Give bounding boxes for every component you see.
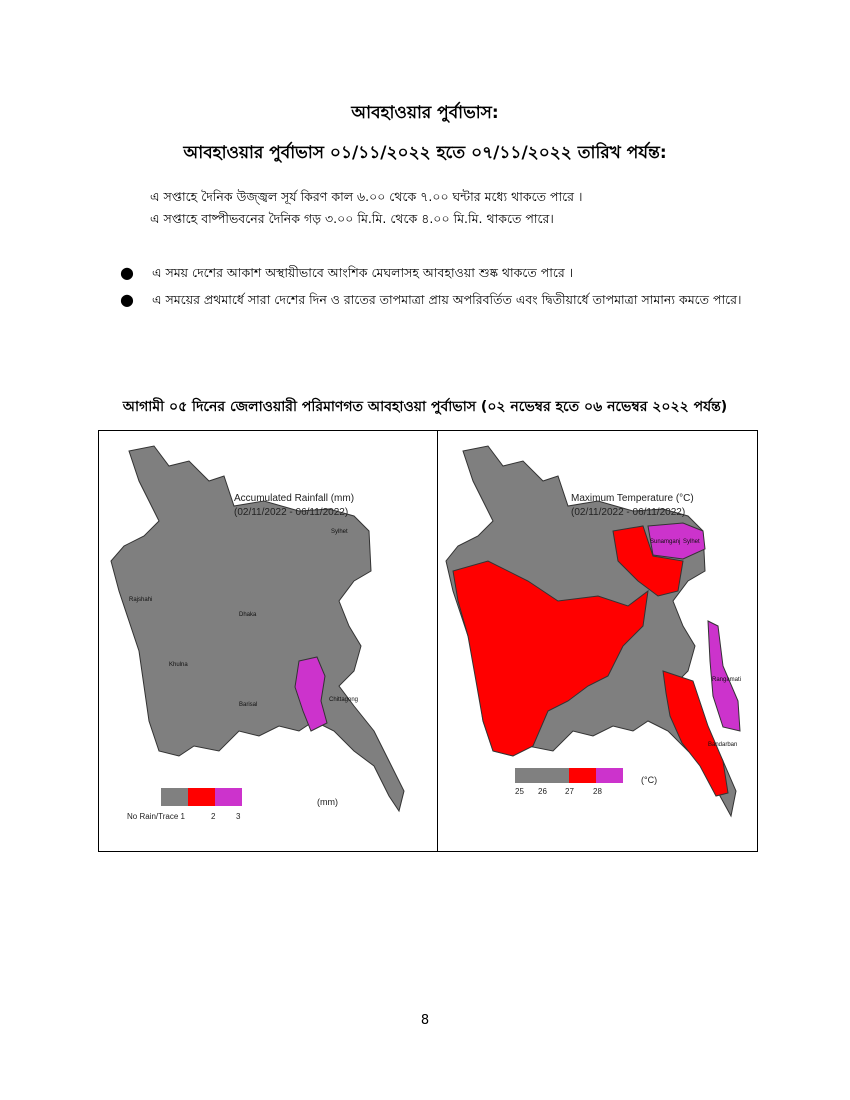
region-label: Sylhet [683,539,700,545]
temperature-hot-region-hilltracts [708,621,740,731]
legend-label: 25 [515,787,524,796]
page-number: 8 [420,1013,430,1028]
sunshine-paragraph: এ সপ্তাহে দৈনিক উজ্জ্বল সূর্য কিরণ কাল ৬.০০ থেকে ৭.০০ ঘন্টার মধ্যে থাকতে পারে । [150,189,583,204]
legend-swatch [215,788,242,806]
evaporation-paragraph: এ সপ্তাহে বাষ্পীভবনের দৈনিক গড় ৩.০০ মি.মি. থেকে ৪.০০ মি.মি. থাকতে পারে। [150,211,554,226]
bullet-text: এ সময়ের প্রথমার্ধে সারা দেশের দিন ও রাতের তাপমাত্রা প্রায় অপরিবর্তিত এবং দ্বিতীয়ার্ধে তাপমাত্রা সামান্য কমতে পারে। [152,292,742,307]
legend-label: 27 [565,787,574,796]
legend-unit: (mm) [317,797,338,807]
legend-swatch [161,788,188,806]
region-label: Rangamati [712,677,742,683]
legend-swatch [542,768,569,783]
temperature-map-dates: (02/11/2022 - 06/11/2022) [571,507,686,518]
region-label: Rajshahi [129,597,153,603]
rainfall-map-dates: (02/11/2022 - 06/11/2022) [234,507,349,518]
temperature-map [438,431,757,851]
legend-label: 2 [211,812,216,821]
legend-swatch [596,768,623,783]
legend-swatch [515,768,542,783]
rainfall-map [99,431,437,851]
legend-label: No Rain/Trace 1 [127,812,185,821]
legend-unit: (°C) [641,775,658,785]
section-title: আগামী ০৫ দিনের জেলাওয়ারী পরিমাণগত আবহাওয়া পুর্বাভাস (০২ নভেম্বর হতে ০৬ নভেম্বর ২০২২ পর্যন্ত) [122,399,728,415]
legend-label: 26 [538,787,547,796]
temperature-map-title: Maximum Temperature (°C) [571,493,694,504]
region-label: Barisal [239,702,258,708]
forecast-period-heading: আবহাওয়ার পুর্বাভাস ০১/১১/২০২২ হতে ০৭/১১/২০২২ তারিখ পর্যন্ত: [183,143,667,163]
region-label: Bandarban [708,742,738,748]
legend-swatch [188,788,215,806]
maps-container [98,430,758,852]
bullet-text: এ সময় দেশের আকাশ অস্থায়ীভাবে আংশিক মেঘলাসহ আবহাওয়া শুষ্ক থাকতে পারে । [152,265,574,280]
region-label: Sunamganj [650,539,681,545]
bullet-dot-icon: ● [120,263,134,282]
legend-label: 28 [593,787,602,796]
region-label: Sylhet [331,529,348,535]
region-label: Dhaka [239,612,257,618]
rainfall-map-title: Accumulated Rainfall (mm) [234,493,355,504]
legend-label: 3 [236,812,241,821]
region-label: Khulna [169,662,188,668]
bullet-dot-icon: ● [120,290,134,309]
legend-swatch [569,768,596,783]
region-label: Chittagong [329,697,359,703]
page-heading: আবহাওয়ার পুর্বাভাস: [351,103,499,123]
